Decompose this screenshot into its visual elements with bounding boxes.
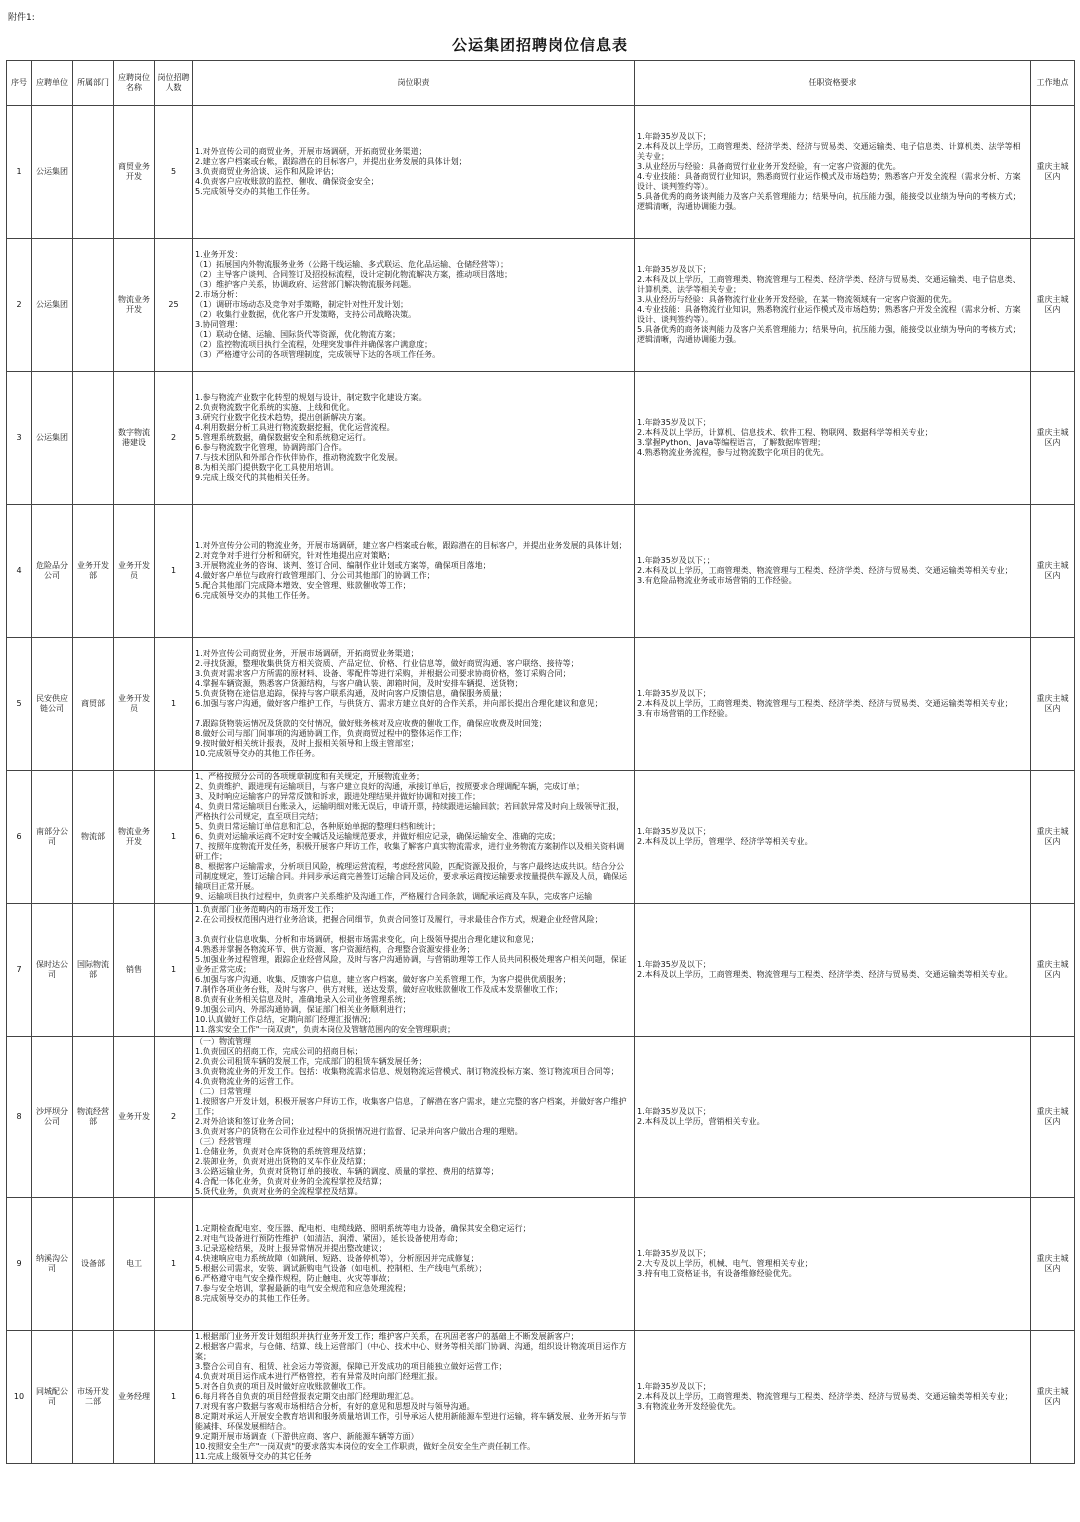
row-location bbox=[1031, 904, 1075, 1037]
table-body bbox=[7, 106, 1075, 1464]
row-location bbox=[1031, 1331, 1075, 1464]
header-duties: 岗位职责 bbox=[193, 61, 635, 106]
row-location-text: 重庆主城区内 bbox=[1036, 561, 1069, 580]
row-count bbox=[155, 638, 193, 771]
row-count bbox=[155, 372, 193, 505]
row-requirements-text: 1.年龄35岁及以下； 2.本科及以上学历，工商管理类、物流管理与工程类、经济学类、经济与贸易类、交通运输类等相关专业； 3.有物流业务开发经验优先。 bbox=[637, 1382, 1013, 1411]
row-dept-text: 业务开发部 bbox=[77, 561, 109, 580]
row-count-text: 5 bbox=[170, 167, 177, 176]
row-post bbox=[114, 239, 155, 372]
row-post bbox=[114, 505, 155, 638]
row-duties-text: （一）物流管理 1.负责园区的招商工作，完成公司的招商目标； 2.负责公司租赁车辆的发展工作，完成部门的租赁车辆发展任务； 3.负责物流业务的开发工作。包括：收集物流需求信息、规划物流运营模式、制订物流投标方案、签订物流项目合同等； 4.负责物流业务的运营工作。 （二）日常管理 1.按照客户开发计划，积极开展客户拜访工作，收集客户信息，了解潜在客户需求，建立完整的客户档案，并做好客户维护工作； 2.对外洽谈和签订业务合同； 3.负责对客户的货物在公司作业过程中的货损情况进行监督、记录并向客户做出合理的理赔。 （三）经营管理 1.仓储业务，负责对仓库货物的系统管理及结算； 2.装卸业务，负责对进出货物的叉车作业及结算； 3.公路运输业务，负责对货物订单的接收、车辆的调度、质量的掌控、费用的结算等； 4.合配一体化业务，负责对业务的全流程掌控及结算； 5.货代业务，负责对业务的全流程掌控及结算。 bbox=[195, 1037, 627, 1196]
row-requirements-text: 1.年龄35岁及以下； 2.本科及以上学历，管理学、经济学等相关专业。 bbox=[637, 827, 813, 846]
row-dept-text: 物流经营部 bbox=[77, 1107, 109, 1126]
row-count bbox=[155, 505, 193, 638]
row-duties-text: 1.对外宣传公司商贸业务，开展市场调研，开拓商贸业务渠道； 2.寻找货源，整理收集供货方相关资质、产品定位、价格、行业信息等，做好商贸沟通、客户联络、接待等； 3.负责对需求客户方所需的原材料、设备、零配件等进行采购，并根据公司要求协商价格，签订采购合同； 4.掌握车辆资源，熟悉客户货源结构，与客户确认装、卸箱时间，及时安排车辆提、送货物； 5.负责货物在途信息追踪，保持与客户联系沟通，及时向客户反馈信息，确保服务质量； 6.加强与客户沟通，做好客户维护工作，与供货方、需求方建立良好的合作关系，并向部长提出合理化建议和意见； 7.跟踪货物装运情况及货款的交付情况，做好账务核对及应收费的催收工作，确保应收费及时回笼； 8.做好公司与部门间事项的沟通协调工作，负责商贸过程中的整体运作工作； 9.按时做好相关统计报表，及时上报相关领导和上级主管部室； 10.完成领导交办的其他工作任务。 bbox=[195, 649, 603, 758]
row-number-text: 5 bbox=[16, 699, 22, 708]
row-post bbox=[114, 771, 155, 904]
row-duties-text: 1、严格按照分公司的各项规章制度和有关规定，开展物流业务； 2、负责维护、跟进现有运输项目，与客户建立良好的沟通，承接订单后，按照要求合理调配车辆，完成订单； 3、及时响应运输客户的异常反馈和诉求，跟进处理结果并做好协调和对接工作； 4、负责日常运输项目台账录入，运输明细对账无误后，申请开票，持续跟进运输回款；若回款异常及时向上级领导汇报，严格执行公司规定，直至项目完结； 5、负责日常运输订单信息和汇总，各种原始单据的整理归档和统计； 6、负责对运输承运商不定时安全喊话及运输规范要求，并做好相应记录，确保运输安全、准确的完成； 7、按照年度物流开发任务，积极开展客户拜访工作，收集了解客户真实物流需求，进行业务物流方案制作以及相关资料调研工作； 8、根据客户运输需求，分析项目风险，梳理运营流程，考虑经营风险，匹配资源及报价，与客户最终达成共识。结合分公司制度规定，签订运输合同。并同步承运商完善签订运输合同及运价，要求承运商按运输要求按量提供车源及人员，确保运输项目正常开展。 9、运输项目执行过程中，负责客户关系维护及沟通工作，严格履行合同条款，调配承运商及车队，完成客户运输 bbox=[195, 772, 627, 901]
row-location bbox=[1031, 106, 1075, 239]
row-duties-text: 1.对外宣传公司的商贸业务，开展市场调研，开拓商贸业务渠道； 2.建立客户档案或台帐，跟踪潜在的目标客户，并提出业务发展的具体计划； 3.负责商贸业务洽谈、运作和风险评估； 4.负责客户应收账款的监控、催收、确保资金安全； 5.完成领导交办的其他工作任务。 bbox=[195, 147, 467, 196]
row-count bbox=[155, 771, 193, 904]
row-requirements-text: 1.年龄35岁及以下； 2.大专及以上学历，机械、电气、管理相关专业； 3.持有电工资格证书，有设备维修经验优先。 bbox=[637, 1249, 813, 1278]
header-no: 序号 bbox=[7, 61, 32, 106]
row-post bbox=[114, 904, 155, 1037]
row-post bbox=[114, 638, 155, 771]
row-location-text: 重庆主城区内 bbox=[1036, 295, 1069, 314]
row-unit-text: 危险品分公司 bbox=[36, 561, 68, 580]
row-number bbox=[7, 771, 32, 904]
row-dept bbox=[73, 372, 114, 505]
attachment-label: 附件1: bbox=[8, 13, 35, 23]
row-unit bbox=[32, 638, 73, 771]
row-dept bbox=[73, 1331, 114, 1464]
row-unit bbox=[32, 239, 73, 372]
header-dept: 所属部门 bbox=[73, 61, 114, 106]
row-location bbox=[1031, 1037, 1075, 1198]
row-location-text: 重庆主城区内 bbox=[1036, 162, 1069, 181]
row-number bbox=[7, 904, 32, 1037]
row-requirements-text: 1.年龄35岁及以下； 2.本科及以上学历，营销相关专业。 bbox=[637, 1107, 765, 1126]
table-row bbox=[7, 372, 1075, 505]
row-requirements bbox=[635, 1331, 1031, 1464]
table-row bbox=[7, 1198, 1075, 1331]
row-number-text: 2 bbox=[16, 300, 22, 309]
row-post-text: 物流业务开发 bbox=[118, 827, 150, 846]
row-post-text: 数字物流港建设 bbox=[118, 428, 150, 447]
row-duties bbox=[193, 771, 635, 904]
table-row bbox=[7, 239, 1075, 372]
row-dept-text: 商贸部 bbox=[81, 699, 105, 708]
row-location bbox=[1031, 239, 1075, 372]
row-duties-text: 1.业务开发： （1）拓展国内外物流服务业务（公路干线运输、多式联运、危化品运输、仓储经营等）； （2）主导客户谈判、合同签订及招投标流程，设计定制化物流解决方案，推动项目落地； （3）维护客户关系，协调政府、运营部门解决物流服务问题。 2.市场分析： （1）调研市场动态及竞争对手策略，制定针对性开发计划； （2）收集行业数据，优化客户开发策略，支持公司战略决策。 3.协同管理： （1）联动仓储、运输、国际货代等资源，优化物流方案； （2）监控物流项目执行全流程，处理突发事件并确保客户满意度； （3）严格遵守公司的各项管理制度，完成领导下达的各项工作任务。 bbox=[195, 250, 513, 359]
row-number bbox=[7, 372, 32, 505]
row-unit-text: 保时达公司 bbox=[36, 960, 68, 979]
row-duties bbox=[193, 372, 635, 505]
row-requirements bbox=[635, 638, 1031, 771]
row-duties-text: 1.根据部门业务开发计划组织并执行业务开发工作；维护客户关系，在巩固老客户的基础上不断发展新客户； 2.根据客户需求，与仓储、结算、线上运营部门（中心、技术中心、财务等相关部门协调、沟通，组织设计物流项目运作方案； 3.整合公司自有、租赁、社会运力等资源，保障已开发成功的项目能独立做好运营工作； 4.负责对项目运作成本进行严格管控，若有异常及时向部门经理汇报。 5.对各自负责的项目及时做好应收账款催收工作。 6.每月将各自负责的项目经营报表定期交由部门经理助理汇总。 7.对现有客户数据与客观市场相结合分析，有好的意见和思想及时与领导沟通。 8.定期对承运人开展安全教育培训和服务质量培训工作，引导承运人使用新能源车型进行运输，将车辆发展、业务开拓与节能减排、环保发展相结合。 9.定期开展市场调查（下游供应商、客户、新能源车辆等方面） 10.按照安全生产"一岗双责"的要求落实本岗位的安全工作职责，做好全员安全生产责任制工作。 11.完成上级领导交办的其它任务 bbox=[195, 1332, 627, 1461]
table-row bbox=[7, 505, 1075, 638]
row-location-text: 重庆主城区内 bbox=[1036, 694, 1069, 713]
row-number-text: 10 bbox=[13, 1392, 25, 1401]
row-count-text: 1 bbox=[170, 566, 177, 575]
row-number-text: 8 bbox=[16, 1112, 22, 1121]
row-unit-text: 沙坪坝分公司 bbox=[36, 1107, 68, 1126]
row-dept-text: 物流部 bbox=[81, 832, 105, 841]
row-number bbox=[7, 638, 32, 771]
row-count-text: 1 bbox=[170, 832, 177, 841]
row-duties bbox=[193, 106, 635, 239]
table-row bbox=[7, 638, 1075, 771]
row-number bbox=[7, 505, 32, 638]
row-requirements bbox=[635, 372, 1031, 505]
recruitment-table bbox=[6, 60, 1075, 1464]
row-dept bbox=[73, 638, 114, 771]
row-count bbox=[155, 239, 193, 372]
row-count-text: 25 bbox=[168, 300, 179, 309]
row-unit-text: 公运集团 bbox=[36, 300, 68, 309]
row-post bbox=[114, 1198, 155, 1331]
row-post-text: 业务开发员 bbox=[118, 561, 150, 580]
row-count bbox=[155, 106, 193, 239]
row-unit-text: 纳溪沟公司 bbox=[36, 1254, 68, 1273]
row-post-text: 电工 bbox=[126, 1259, 142, 1268]
row-requirements-text: 1.年龄35岁及以下； 2.本科及以上学历，工商管理类、物流管理与工程类、经济学类、经济与贸易类、交通运输类、电子信息类、计算机类、法学等相关专业； 3.从业经历与经验：具备物流行业业务开发经验，在某一物流领域有一定客户资源的优先。 4.专业技能：具备物流行业知识，熟悉物流行业运作模式及市场趋势；熟悉客户开发全流程（需求分析、方案设计、谈判签约等）。 5.具备优秀的商务谈判能力及客户关系管理能力；结果导向，抗压能力强，能接受以业绩为导向的考核方式；逻辑清晰，沟通协调能力强。 bbox=[637, 265, 1021, 344]
table-row bbox=[7, 771, 1075, 904]
row-number-text: 7 bbox=[16, 965, 22, 974]
row-location bbox=[1031, 1198, 1075, 1331]
header-post: 应聘岗位名称 bbox=[114, 61, 155, 106]
row-unit bbox=[32, 904, 73, 1037]
row-unit bbox=[32, 1331, 73, 1464]
row-dept bbox=[73, 106, 114, 239]
row-post-text: 商贸业务开发 bbox=[118, 162, 150, 181]
row-number-text: 9 bbox=[16, 1259, 22, 1268]
table-row bbox=[7, 904, 1075, 1037]
row-post-text: 销售 bbox=[126, 965, 142, 974]
row-requirements bbox=[635, 1198, 1031, 1331]
row-count-text: 2 bbox=[170, 1112, 177, 1121]
row-duties-text: 1.参与物流产业数字化转型的规划与设计，制定数字化建设方案。 2.负责物流数字化系统的实施、上线和优化。 3.研究行业数字化技术趋势，提出创新解决方案。 4.利用数据分析工具进行物流数据挖掘，优化运营流程。 5.管理系统数据，确保数据安全和系统稳定运行。 6.参与物流数字化管理，协调跨部门合作。 7.与技术团队和外部合作伙伴协作，推动物流数字化发展。 8.为相关部门提供数字化工具使用培训。 9.完成上级交代的其他相关任务。 bbox=[195, 393, 427, 482]
row-count-text: 1 bbox=[170, 1392, 177, 1401]
row-duties-text: 1.定期检查配电室、变压器、配电柜、电缆线路、照明系统等电力设备，确保其安全稳定运行； 2.对电气设备进行预防性维护（如清洁、润滑、紧固），延长设备使用寿命； 3.记录巡检结果，及时上报异常情况并提出整改建议； 4.快速响应电力系统故障（如跳闸、短路、设备停机等），分析原因并完成修复； 5.根据公司需求，安装、调试新购电气设备（如电机、控制柜、生产线电气系统）； 6.严格遵守电气安全操作规程，防止触电、火灾等事故； 7.参与安全培训，掌握最新的电气安全规范和应急处理流程； 8.完成领导交办的其他工作任务。 bbox=[195, 1224, 531, 1303]
row-dept-text: 设备部 bbox=[81, 1259, 105, 1268]
row-count bbox=[155, 1198, 193, 1331]
row-location-text: 重庆主城区内 bbox=[1036, 428, 1069, 447]
row-post bbox=[114, 372, 155, 505]
row-unit-text: 南部分公司 bbox=[36, 827, 68, 846]
row-dept bbox=[73, 771, 114, 904]
row-requirements bbox=[635, 239, 1031, 372]
row-requirements bbox=[635, 771, 1031, 904]
row-post-text: 业务开发员 bbox=[118, 694, 150, 713]
row-unit bbox=[32, 1037, 73, 1198]
row-unit-text: 同城配公司 bbox=[36, 1387, 68, 1406]
row-count-text: 1 bbox=[170, 1259, 177, 1268]
row-dept bbox=[73, 239, 114, 372]
row-number bbox=[7, 106, 32, 239]
row-duties bbox=[193, 505, 635, 638]
row-number-text: 6 bbox=[16, 832, 22, 841]
row-duties-text: 1.对外宣传分公司的物流业务，开展市场调研，建立客户档案或台帐，跟踪潜在的目标客户，并提出业务发展的具体计划； 2.对竞争对手进行分析和研究，针对性地提出应对策略； 3.开展物流业务的咨询、谈判、签订合同、编制作业计划或方案等，确保项目落地； 4.做好客户单位与政府行政管理部门、分公司其他部门的协调工作； 5.配合其他部门完成降本增效、安全管理、账款催收等工作； 6.完成领导交办的其他工作任务。 bbox=[195, 541, 627, 600]
row-requirements bbox=[635, 904, 1031, 1037]
row-number bbox=[7, 1037, 32, 1198]
row-requirements-text: 1.年龄35岁及以下； 2.本科及以上学历，工商管理类、经济学类、经济与贸易类、交通运输类、电子信息类、计算机类、法学等相关专业； 3.从业经历与经验：具备商贸行业业务开发经验，有一定客户资源的优先。 4.专业技能：具备商贸行业知识，熟悉商贸行业运作模式及市场趋势；熟悉客户开发全流程（需求分析、方案设计、谈判签约等）。 5.具备优秀的商务谈判能力及客户关系管理能力；结果导向，抗压能力强，能接受以业绩为导向的考核方式；逻辑清晰，沟通协调能力强。 bbox=[637, 132, 1021, 211]
row-number bbox=[7, 1331, 32, 1464]
row-dept-text: 市场开发二部 bbox=[77, 1387, 109, 1406]
header-reqs: 任职资格要求 bbox=[635, 61, 1031, 106]
row-unit bbox=[32, 372, 73, 505]
row-requirements bbox=[635, 1037, 1031, 1198]
row-dept bbox=[73, 505, 114, 638]
table-row bbox=[7, 106, 1075, 239]
row-post bbox=[114, 106, 155, 239]
row-count-text: 2 bbox=[170, 433, 177, 442]
row-location bbox=[1031, 771, 1075, 904]
table-row bbox=[7, 1037, 1075, 1198]
row-duties-text: 1.负责部门业务范畴内的市场开发工作； 2.在公司授权范围内进行业务洽谈，把握合同细节，负责合同签订及履行，寻求最佳合作方式，规避企业经营风险； 3.负责行业信息收集、分析和市场调研，根据市场需求变化，向上级领导提出合理化建议和意见； 4.熟悉并掌握各物流环节、供方资源、客户资源结构，合理整合资源安排业务； 5.加强业务过程管理，跟踪企业经营风险，及时与客户沟通协调，与营销助理等工作人员共同积极处理客户相关问题，保证业务正常完成； 6.加强与客户沟通、收集、反馈客户信息，建立客户档案，做好客户关系管理工作，为客户提供优质服务； 7.制作各项业务台账，及时与客户、供方对账，送达发票，做好应收账款催收工作及成本发票催收工作； 8.负责有业务相关信息及时，准确地录入公司业务管理系统； 9.加强公司内、外部沟通协调，保证部门相关业务顺利进行； 10.认真做好工作总结，定期向部门经理汇报情况； 11.落实安全工作"一岗双责"，负责本岗位及管辖范围内的安全管理职责； bbox=[195, 905, 627, 1034]
row-dept bbox=[73, 1198, 114, 1331]
row-count bbox=[155, 1331, 193, 1464]
row-post-text: 业务经理 bbox=[118, 1392, 150, 1401]
row-number bbox=[7, 239, 32, 372]
table-header-row bbox=[7, 61, 1075, 106]
row-location-text: 重庆主城区内 bbox=[1036, 1387, 1069, 1406]
row-unit bbox=[32, 771, 73, 904]
row-number-text: 3 bbox=[16, 433, 22, 442]
row-duties bbox=[193, 638, 635, 771]
row-location bbox=[1031, 372, 1075, 505]
row-unit-text: 民安供应链公司 bbox=[36, 694, 68, 713]
header-unit: 应聘单位 bbox=[32, 61, 73, 106]
row-duties bbox=[193, 1037, 635, 1198]
row-duties bbox=[193, 1331, 635, 1464]
row-location-text: 重庆主城区内 bbox=[1036, 1107, 1069, 1126]
row-count-text: 1 bbox=[170, 699, 177, 708]
row-unit bbox=[32, 1198, 73, 1331]
row-count bbox=[155, 904, 193, 1037]
row-number-text: 1 bbox=[16, 167, 22, 176]
row-requirements-text: 1.年龄35岁及以下； 2.本科及以上学历，工商管理类、物流管理与工程类、经济学类、经济与贸易类、交通运输类等相关专业。 bbox=[637, 960, 1013, 979]
row-requirements bbox=[635, 505, 1031, 638]
header-location: 工作地点 bbox=[1031, 61, 1075, 106]
row-duties bbox=[193, 239, 635, 372]
row-post-text: 业务开发 bbox=[118, 1112, 150, 1121]
row-post bbox=[114, 1331, 155, 1464]
row-number-text: 4 bbox=[16, 566, 22, 575]
row-duties bbox=[193, 904, 635, 1037]
table-row bbox=[7, 1331, 1075, 1464]
row-unit-text: 公运集团 bbox=[36, 433, 68, 442]
row-unit bbox=[32, 106, 73, 239]
row-location bbox=[1031, 505, 1075, 638]
page-title: 公运集团招聘岗位信息表 bbox=[451, 36, 628, 54]
row-duties bbox=[193, 1198, 635, 1331]
row-requirements-text: 1.年龄35岁及以下；； 2.本科及以上学历，工商管理类、物流管理与工程类、经济学类、经济与贸易类、交通运输类等相关专业； 3.有危险品物流业务或市场营销的工作经验。 bbox=[637, 556, 1013, 585]
row-unit-text: 公运集团 bbox=[36, 167, 68, 176]
row-number bbox=[7, 1198, 32, 1331]
row-post bbox=[114, 1037, 155, 1198]
row-location-text: 重庆主城区内 bbox=[1036, 827, 1069, 846]
row-dept bbox=[73, 1037, 114, 1198]
row-requirements-text: 1.年龄35岁及以下； 2.本科及以上学历，工商管理类、物流管理与工程类、经济学类、经济与贸易类、交通运输类等相关专业； 3.有市场营销的工作经验。 bbox=[637, 689, 1013, 718]
row-dept bbox=[73, 904, 114, 1037]
row-location-text: 重庆主城区内 bbox=[1036, 960, 1069, 979]
row-location-text: 重庆主城区内 bbox=[1036, 1254, 1069, 1273]
header-count: 岗位招聘人数 bbox=[155, 61, 193, 106]
row-count bbox=[155, 1037, 193, 1198]
row-dept-text: 国际物流部 bbox=[77, 960, 109, 979]
row-requirements-text: 1.年龄35岁及以下； 2.本科及以上学历，计算机、信息技术、软件工程、物联网、数据科学等相关专业； 3.掌握Python、Java等编程语言，了解数据库管理； 4.熟悉物流业务流程，参与过物流数字化项目的优先。 bbox=[637, 418, 933, 457]
row-requirements bbox=[635, 106, 1031, 239]
row-count-text: 1 bbox=[170, 965, 177, 974]
row-post-text: 物流业务开发 bbox=[118, 295, 150, 314]
row-location bbox=[1031, 638, 1075, 771]
row-unit bbox=[32, 505, 73, 638]
